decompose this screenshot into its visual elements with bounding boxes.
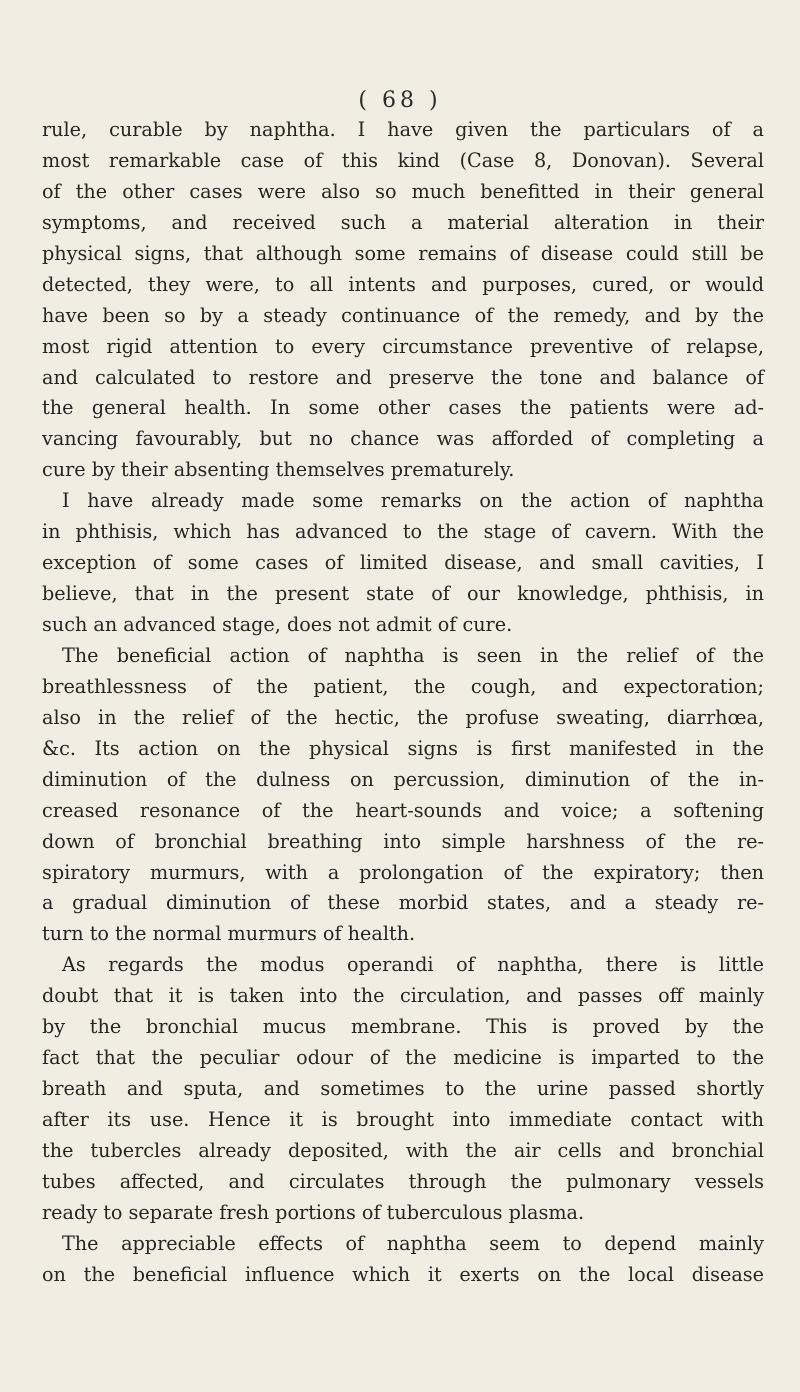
text-line: The beneficial action of naphtha is seen in the relief of the: [62, 643, 764, 667]
text-line: ready to separate fresh portions of tuberculous plasma.: [42, 1200, 585, 1224]
text-line: I have already made some remarks on the action of naphtha: [62, 489, 764, 513]
text-line: &c. Its action on the physical signs is first manifested in the: [42, 736, 764, 760]
text-line: vancing favourably, but no chance was afforded of completing a: [42, 427, 764, 451]
text-line: cure by their absenting themselves prematurely.: [42, 458, 515, 482]
text-line: doubt that it is taken into the circulation, and passes off mainly: [42, 984, 764, 1008]
text-line: most remarkable case of this kind (Case 8, Donovan). Several: [42, 148, 764, 172]
text-line: diminution of the dulness on percussion, diminution of the in-: [42, 767, 764, 791]
text-line: spiratory murmurs, with a prolongation of the expiratory; then: [42, 860, 764, 884]
text-line: after its use. Hence it is brought into immediate contact with: [42, 1108, 764, 1131]
text-line: detected, they were, to all intents and purposes, cured, or would: [42, 272, 764, 296]
text-line: The appreciable effects of naphtha seem to depend mainly: [62, 1231, 764, 1255]
text-line: on the beneficial influence which it exerts on the local disease: [42, 1262, 764, 1286]
text-line: turn to the normal murmurs of health.: [42, 922, 416, 946]
text-line: tubes affected, and circulates through the pulmonary vessels: [42, 1169, 764, 1193]
text-line: also in the relief of the hectic, the profuse sweating, diarrhœa,: [42, 705, 764, 729]
body-text: [42, 115, 764, 1291]
text-line: of the other cases were also so much benefitted in their general: [42, 179, 764, 203]
text-line: believe, that in the present state of our knowledge, phthisis, in: [42, 582, 764, 606]
text-line: As regards the modus operandi of naphtha, there is little: [62, 953, 764, 977]
text-line: fact that the peculiar odour of the medicine is imparted to the: [42, 1046, 764, 1070]
text-line: symptoms, and received such a material alteration in their: [42, 210, 764, 234]
text-line: a gradual diminution of these morbid states, and a steady re-: [42, 891, 764, 915]
text-line: by the bronchial mucus membrane. This is proved by the: [42, 1015, 764, 1039]
text-line: the general health. In some other cases the patients were ad-: [42, 396, 764, 420]
text-line: breathlessness of the patient, the cough, and expectoration;: [42, 674, 764, 698]
text-line: physical signs, that although some remains of disease could still be: [42, 241, 764, 265]
page-number-header: ( 68 ): [358, 88, 442, 113]
text-line: and calculated to restore and preserve the tone and balance of: [42, 365, 764, 389]
text-line: creased resonance of the heart-sounds and voice; a softening: [42, 798, 764, 822]
text-line: exception of some cases of limited disease, and small cavities, I: [42, 551, 764, 575]
text-line: such an advanced stage, does not admit of cure.: [42, 613, 513, 636]
text-line: have been so by a steady continuance of the remedy, and by the: [42, 303, 764, 327]
text-line: most rigid attention to every circumstance preventive of relapse,: [42, 334, 764, 358]
text-line: down of bronchial breathing into simple harshness of the re-: [42, 829, 764, 853]
text-line: breath and sputa, and sometimes to the urine passed shortly: [42, 1077, 764, 1101]
text-line: rule, curable by naphtha. I have given the particulars of a: [42, 118, 764, 141]
text-line: in phthisis, which has advanced to the stage of cavern. With the: [42, 520, 764, 544]
text-line: the tubercles already deposited, with the air cells and bronchial: [42, 1138, 764, 1162]
